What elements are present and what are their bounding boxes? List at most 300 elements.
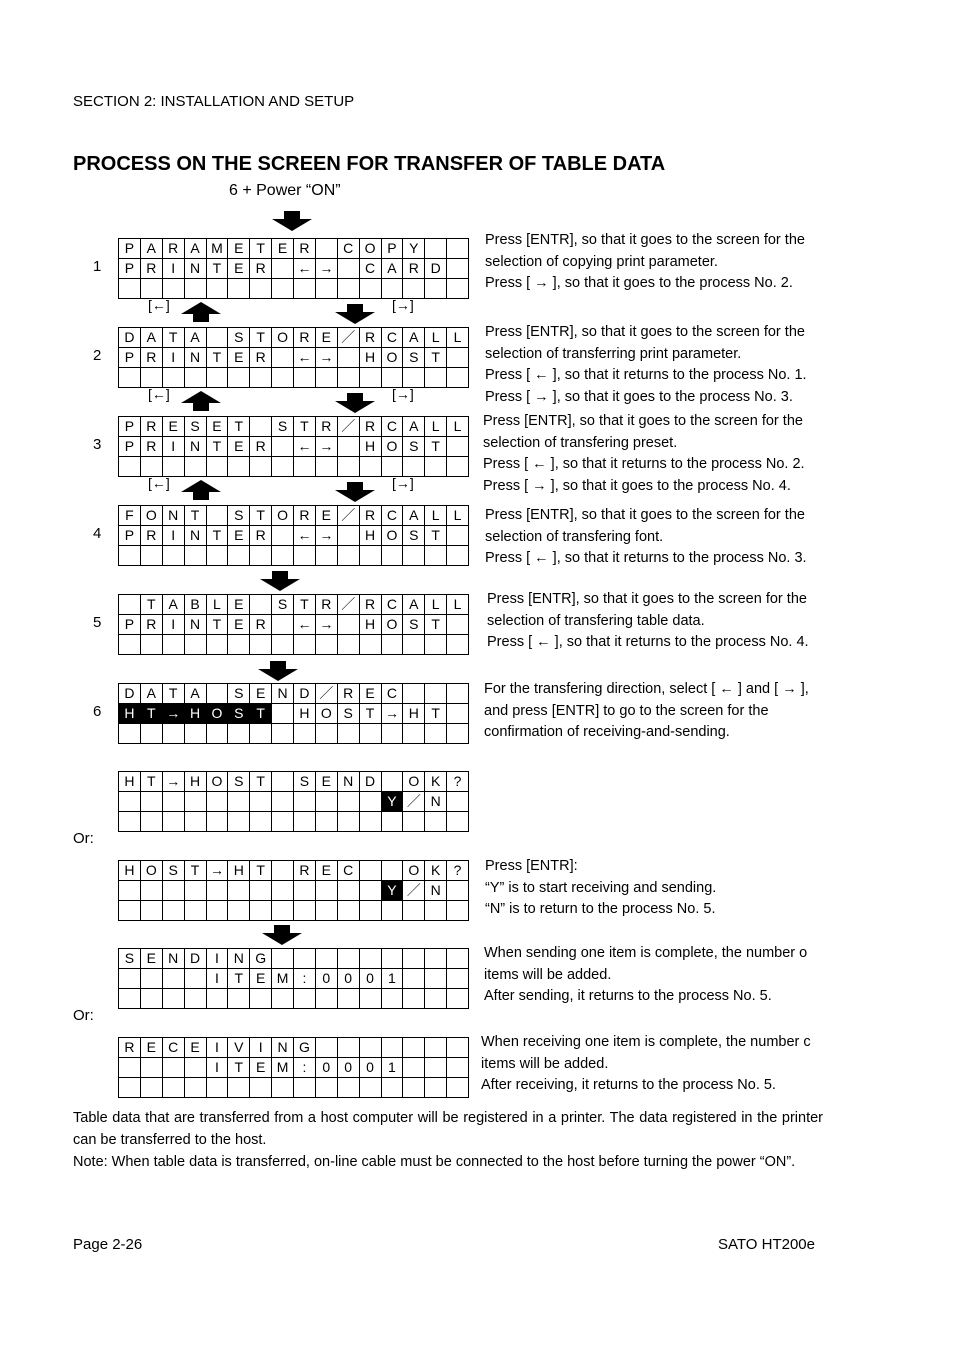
- description-line: selection of transfering preset.: [483, 434, 678, 451]
- lcd-cell: T: [228, 969, 250, 989]
- lcd-cell: ／: [338, 417, 360, 437]
- lcd-cell: [447, 368, 469, 388]
- lcd-cell: E: [228, 348, 250, 368]
- down-arrow-icon: [335, 304, 375, 324]
- lcd-cell: [294, 792, 316, 812]
- or-label: Or:: [73, 830, 94, 847]
- lcd-cell: T: [163, 684, 185, 704]
- lcd-cell: [425, 635, 447, 655]
- lcd-screen-7: [118, 771, 469, 832]
- lcd-cell: [316, 635, 338, 655]
- lcd-cell: [141, 1078, 163, 1098]
- lcd-cell: R: [141, 417, 163, 437]
- lcd-screen-2: [118, 327, 469, 388]
- lcd-row: [119, 1038, 469, 1058]
- lcd-cell: [207, 635, 229, 655]
- lcd-cell: [207, 792, 229, 812]
- lcd-cell: [338, 279, 360, 299]
- lcd-row: [119, 348, 469, 368]
- lcd-row: [119, 881, 469, 901]
- lcd-cell: [163, 635, 185, 655]
- step-number: 3: [93, 436, 102, 453]
- lcd-cell: [185, 989, 207, 1009]
- lcd-cell: E: [316, 772, 338, 792]
- lcd-cell: 0: [360, 1058, 382, 1078]
- lcd-cell: [250, 635, 272, 655]
- lcd-row: [119, 1078, 469, 1098]
- description-line: selection of transfering font.: [485, 528, 664, 545]
- lcd-cell: O: [141, 506, 163, 526]
- section-header: SECTION 2: INSTALLATION AND SETUP: [73, 93, 355, 110]
- lcd-cell: L: [425, 506, 447, 526]
- lcd-cell: N: [163, 506, 185, 526]
- lcd-cell: [272, 368, 294, 388]
- lcd-row: [119, 901, 469, 921]
- step-number: 5: [93, 614, 102, 631]
- up-arrow-icon: [181, 391, 221, 411]
- lcd-cell: A: [163, 595, 185, 615]
- lcd-cell: [338, 526, 360, 546]
- lcd-cell: [163, 881, 185, 901]
- description-line: “N” is to return to the process No. 5.: [485, 901, 716, 917]
- lcd-cell: [338, 259, 360, 279]
- lcd-cell: [425, 239, 447, 259]
- lcd-cell: [207, 684, 229, 704]
- description-line: Press [ENTR], so that it goes to the screen for the: [485, 232, 805, 248]
- lcd-cell: P: [119, 526, 141, 546]
- lcd-cell: [207, 368, 229, 388]
- lcd-cell: P: [119, 259, 141, 279]
- lcd-cell: H: [185, 772, 207, 792]
- step-number: 2: [93, 347, 102, 364]
- lcd-cell: [360, 949, 382, 969]
- lcd-cell: [425, 368, 447, 388]
- lcd-row: [119, 704, 469, 724]
- lcd-cell: [338, 1078, 360, 1098]
- lcd-cell: E: [316, 328, 338, 348]
- lcd-cell: [316, 812, 338, 832]
- lcd-cell: [228, 279, 250, 299]
- lcd-cell: N: [185, 348, 207, 368]
- lcd-cell: [185, 1078, 207, 1098]
- lcd-cell: A: [141, 328, 163, 348]
- down-arrow-icon: [260, 571, 300, 591]
- lcd-cell: O: [403, 861, 425, 881]
- lcd-cell: P: [119, 615, 141, 635]
- lcd-cell: T: [163, 328, 185, 348]
- lcd-cell: [185, 812, 207, 832]
- lcd-cell: I: [163, 526, 185, 546]
- lcd-cell: S: [272, 595, 294, 615]
- lcd-cell: P: [119, 437, 141, 457]
- step-number: 6: [93, 703, 102, 720]
- lcd-cell: [250, 457, 272, 477]
- lcd-cell: E: [316, 861, 338, 881]
- lcd-cell: N: [272, 684, 294, 704]
- lcd-cell: T: [207, 615, 229, 635]
- up-arrow-icon: [181, 302, 221, 322]
- lcd-cell: ／: [338, 595, 360, 615]
- lcd-cell: [119, 792, 141, 812]
- description-line: Press [ENTR], so that it goes to the screen for the: [487, 591, 807, 607]
- lcd-cell: M: [272, 1058, 294, 1078]
- down-arrow-icon: [262, 925, 302, 945]
- lcd-cell: [360, 881, 382, 901]
- lcd-cell: L: [207, 595, 229, 615]
- lcd-cell: [294, 368, 316, 388]
- lcd-row: [119, 368, 469, 388]
- lcd-cell: S: [228, 684, 250, 704]
- lcd-cell: →: [163, 704, 185, 724]
- lcd-row: [119, 595, 469, 615]
- lcd-cell: H: [119, 861, 141, 881]
- lcd-cell: [447, 615, 469, 635]
- body-paragraph: Table data that are transferred from a host computer will be registered in a printer. The data registered in the printer can be transferred to the host.: [73, 1110, 823, 1148]
- lcd-cell: [425, 546, 447, 566]
- lcd-cell: [163, 901, 185, 921]
- lcd-cell: O: [382, 348, 404, 368]
- lcd-cell: S: [338, 704, 360, 724]
- lcd-cell: G: [250, 949, 272, 969]
- lcd-cell: A: [141, 684, 163, 704]
- lcd-cell: [119, 457, 141, 477]
- description-line: When sending one item is complete, the number o: [484, 945, 808, 961]
- description-line: Press [ ← ], so that it returns to the process No. 3.: [485, 550, 807, 566]
- lcd-cell: R: [338, 684, 360, 704]
- lcd-cell: 1: [382, 1058, 404, 1078]
- lcd-cell: E: [228, 239, 250, 259]
- lcd-cell: C: [338, 239, 360, 259]
- step-description: [484, 943, 807, 1008]
- lcd-cell: [207, 901, 229, 921]
- lcd-cell: 0: [316, 1058, 338, 1078]
- lcd-cell: L: [425, 417, 447, 437]
- lcd-cell: E: [316, 506, 338, 526]
- lcd-cell: [163, 457, 185, 477]
- lcd-cell: [382, 812, 404, 832]
- lcd-cell: [382, 1038, 404, 1058]
- lcd-cell: [207, 1078, 229, 1098]
- lcd-cell: [119, 1058, 141, 1078]
- lcd-cell: [382, 724, 404, 744]
- description-line: Press [ENTR], so that it goes to the screen for the: [485, 324, 805, 340]
- lcd-cell: N: [185, 437, 207, 457]
- lcd-cell: [272, 546, 294, 566]
- lcd-cell: [425, 1058, 447, 1078]
- lcd-row: [119, 546, 469, 566]
- lcd-row: [119, 684, 469, 704]
- lcd-cell: E: [185, 1038, 207, 1058]
- lcd-cell: [316, 546, 338, 566]
- lcd-cell: R: [294, 328, 316, 348]
- description-line: items will be added.: [484, 966, 612, 983]
- lcd-cell: H: [119, 772, 141, 792]
- lcd-cell: [272, 615, 294, 635]
- lcd-row: [119, 724, 469, 744]
- lcd-row: [119, 526, 469, 546]
- lcd-cell: [185, 279, 207, 299]
- lcd-cell: [141, 792, 163, 812]
- lcd-cell: [141, 546, 163, 566]
- lcd-cell: [338, 792, 360, 812]
- lcd-cell: O: [360, 239, 382, 259]
- lcd-cell: [207, 989, 229, 1009]
- lcd-cell: R: [250, 526, 272, 546]
- lcd-cell: L: [425, 328, 447, 348]
- description-line: After receiving, it returns to the process No. 5.: [481, 1077, 776, 1093]
- lcd-cell: O: [382, 615, 404, 635]
- lcd-cell: E: [250, 1058, 272, 1078]
- lcd-cell: [141, 724, 163, 744]
- lcd-cell: [447, 526, 469, 546]
- lcd-cell: E: [360, 684, 382, 704]
- lcd-cell: S: [403, 526, 425, 546]
- down-arrow-icon: [272, 211, 312, 231]
- lcd-cell: [425, 1038, 447, 1058]
- lcd-cell: R: [250, 437, 272, 457]
- lcd-row: [119, 949, 469, 969]
- lcd-cell: A: [403, 417, 425, 437]
- lcd-cell: B: [185, 595, 207, 615]
- down-arrow-icon: [258, 661, 298, 681]
- lcd-cell: [250, 792, 272, 812]
- lcd-cell: E: [141, 949, 163, 969]
- lcd-cell: D: [119, 684, 141, 704]
- lcd-cell: [425, 457, 447, 477]
- lcd-cell: [447, 881, 469, 901]
- lcd-cell: H: [360, 348, 382, 368]
- lcd-row: [119, 861, 469, 881]
- lcd-cell: [207, 546, 229, 566]
- lcd-cell: [250, 901, 272, 921]
- lcd-cell: I: [207, 949, 229, 969]
- power-on-label: 6 + Power “ON”: [229, 182, 341, 199]
- lcd-cell: [447, 989, 469, 1009]
- lcd-cell: R: [141, 259, 163, 279]
- lcd-cell: [294, 949, 316, 969]
- left-key-label: [←]: [148, 297, 170, 313]
- lcd-row: [119, 437, 469, 457]
- lcd-cell: T: [141, 704, 163, 724]
- lcd-cell: D: [185, 949, 207, 969]
- lcd-cell: [425, 279, 447, 299]
- lcd-row: [119, 792, 469, 812]
- lcd-cell: A: [403, 506, 425, 526]
- lcd-cell: O: [141, 861, 163, 881]
- lcd-cell: R: [360, 417, 382, 437]
- lcd-cell: [338, 989, 360, 1009]
- step-number: 1: [93, 258, 102, 275]
- lcd-cell: T: [250, 861, 272, 881]
- lcd-cell: [425, 969, 447, 989]
- lcd-cell: M: [272, 969, 294, 989]
- lcd-cell: R: [141, 526, 163, 546]
- lcd-cell: [316, 724, 338, 744]
- lcd-cell: [163, 969, 185, 989]
- lcd-cell: [360, 724, 382, 744]
- lcd-cell: [185, 457, 207, 477]
- lcd-cell: R: [360, 595, 382, 615]
- lcd-cell: ?: [447, 861, 469, 881]
- lcd-cell: [185, 368, 207, 388]
- lcd-cell: [185, 724, 207, 744]
- lcd-row: [119, 1058, 469, 1078]
- lcd-cell: [338, 812, 360, 832]
- lcd-cell: [207, 812, 229, 832]
- lcd-cell: [382, 989, 404, 1009]
- description-line: “Y” is to start receiving and sending.: [485, 879, 717, 896]
- lcd-cell: [141, 881, 163, 901]
- lcd-cell: [294, 635, 316, 655]
- right-key-label: [→]: [392, 297, 414, 313]
- lcd-cell: E: [228, 259, 250, 279]
- lcd-cell: [250, 595, 272, 615]
- lcd-cell: [272, 1078, 294, 1098]
- lcd-cell: H: [119, 704, 141, 724]
- lcd-row: [119, 259, 469, 279]
- lcd-cell: [250, 989, 272, 1009]
- lcd-cell: [272, 989, 294, 1009]
- lcd-cell: [141, 969, 163, 989]
- lcd-cell: T: [425, 526, 447, 546]
- lcd-cell: [338, 949, 360, 969]
- lcd-cell: [338, 546, 360, 566]
- lcd-cell: T: [207, 259, 229, 279]
- lcd-cell: [228, 457, 250, 477]
- lcd-cell: [403, 1038, 425, 1058]
- lcd-cell: [382, 949, 404, 969]
- lcd-cell: [163, 812, 185, 832]
- lcd-screen-10: [118, 1037, 469, 1098]
- lcd-cell: C: [360, 259, 382, 279]
- lcd-cell: [294, 279, 316, 299]
- lcd-row: [119, 328, 469, 348]
- lcd-cell: N: [185, 259, 207, 279]
- lcd-cell: [250, 279, 272, 299]
- lcd-cell: [272, 437, 294, 457]
- lcd-cell: [316, 1078, 338, 1098]
- lcd-cell: [316, 368, 338, 388]
- description-line: Press [ENTR]:: [485, 858, 578, 874]
- left-key-label: [←]: [148, 386, 170, 402]
- lcd-cell: [163, 792, 185, 812]
- lcd-screen-9: [118, 948, 469, 1009]
- lcd-cell: [425, 724, 447, 744]
- lcd-cell: [141, 368, 163, 388]
- up-arrow-icon: [181, 480, 221, 500]
- lcd-cell: [119, 635, 141, 655]
- lcd-cell: E: [228, 526, 250, 546]
- lcd-cell: L: [447, 328, 469, 348]
- lcd-cell: 0: [338, 969, 360, 989]
- lcd-cell: [250, 812, 272, 832]
- lcd-cell: [141, 635, 163, 655]
- lcd-cell: [447, 1058, 469, 1078]
- description-line: Press [ → ], so that it goes to the process No. 3.: [485, 388, 793, 405]
- lcd-screen-3: [118, 416, 469, 477]
- lcd-cell: →: [316, 348, 338, 368]
- description-line: Press [ → ], so that it goes to the process No. 2.: [485, 275, 793, 291]
- lcd-cell: T: [294, 417, 316, 437]
- lcd-cell: →: [382, 704, 404, 724]
- lcd-cell: [163, 279, 185, 299]
- lcd-cell: [185, 881, 207, 901]
- lcd-cell: [207, 506, 229, 526]
- lcd-cell: I: [250, 1038, 272, 1058]
- note-text: Note: When table data is transferred, on-line cable must be connected to the host before turning the power “ON”.: [73, 1154, 796, 1170]
- lcd-row: [119, 506, 469, 526]
- lcd-cell: E: [272, 239, 294, 259]
- lcd-cell: C: [382, 417, 404, 437]
- lcd-cell: P: [119, 348, 141, 368]
- description-line: Press [ ← ], so that it returns to the process No. 4.: [487, 634, 809, 650]
- lcd-cell: S: [403, 615, 425, 635]
- lcd-cell: O: [272, 328, 294, 348]
- lcd-cell: ／: [316, 684, 338, 704]
- lcd-cell: T: [294, 595, 316, 615]
- lcd-cell: [338, 437, 360, 457]
- lcd-cell: [228, 1078, 250, 1098]
- lcd-cell: ／: [403, 792, 425, 812]
- lcd-row: [119, 239, 469, 259]
- description-line: and press [ENTR] to go to the screen for the: [484, 702, 769, 719]
- lcd-cell: A: [403, 595, 425, 615]
- description-line: For the transfering direction, select [ ← ] and [ → ],: [484, 681, 809, 697]
- lcd-cell: N: [185, 526, 207, 546]
- lcd-cell: Y: [403, 239, 425, 259]
- lcd-cell: [316, 949, 338, 969]
- lcd-cell: O: [403, 772, 425, 792]
- lcd-cell: E: [228, 595, 250, 615]
- lcd-cell: [207, 328, 229, 348]
- lcd-cell: R: [316, 595, 338, 615]
- lcd-screen-5: [118, 594, 469, 655]
- lcd-cell: →: [316, 259, 338, 279]
- lcd-cell: N: [338, 772, 360, 792]
- lcd-cell: [272, 724, 294, 744]
- lcd-cell: [447, 1038, 469, 1058]
- lcd-cell: [185, 1058, 207, 1078]
- lcd-cell: [447, 724, 469, 744]
- lcd-cell: N: [272, 1038, 294, 1058]
- lcd-cell: [316, 1038, 338, 1058]
- lcd-cell: T: [185, 506, 207, 526]
- lcd-cell: 0: [360, 969, 382, 989]
- step-number: 4: [93, 525, 102, 542]
- lcd-cell: [447, 437, 469, 457]
- lcd-cell: ／: [338, 328, 360, 348]
- lcd-cell: [141, 989, 163, 1009]
- lcd-cell: [403, 684, 425, 704]
- lcd-cell: C: [382, 595, 404, 615]
- lcd-cell: [207, 457, 229, 477]
- lcd-cell: A: [185, 684, 207, 704]
- lcd-cell: [447, 792, 469, 812]
- lcd-cell: [316, 989, 338, 1009]
- lcd-row: [119, 989, 469, 1009]
- lcd-cell: R: [316, 417, 338, 437]
- lcd-cell: C: [382, 506, 404, 526]
- lcd-cell: [316, 457, 338, 477]
- lcd-cell: [119, 724, 141, 744]
- lcd-cell: S: [294, 772, 316, 792]
- lcd-cell: [272, 279, 294, 299]
- lcd-cell: [447, 901, 469, 921]
- lcd-cell: [119, 595, 141, 615]
- lcd-cell: [360, 368, 382, 388]
- lcd-cell: R: [141, 615, 163, 635]
- step-description: [484, 679, 809, 744]
